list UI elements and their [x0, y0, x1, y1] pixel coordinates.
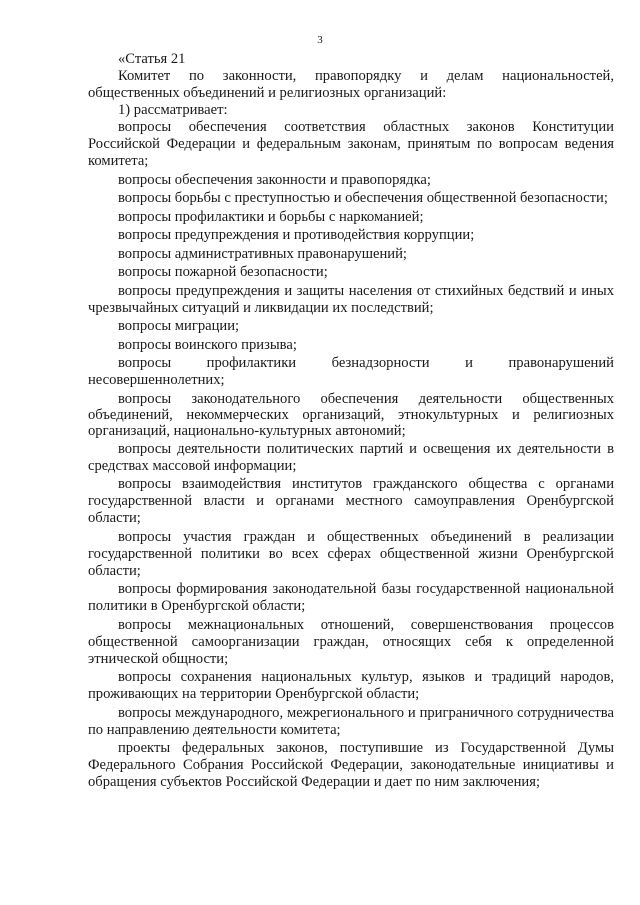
list-item: вопросы профилактики безнадзорности и правонарушений несовершеннолетних;: [88, 355, 614, 388]
list-item: вопросы обеспечения законности и правопорядка;: [118, 171, 431, 188]
list-item: вопросы предупреждения и защиты населения от стихийных бедствий и иных чрезвычайных ситуаций и ликвидации их последствий;: [88, 282, 614, 316]
list-item: вопросы участия граждан и общественных объединений в реализации государственной политики во всех сферах общественной жизни Оренбургской области;: [88, 528, 614, 579]
list-item: вопросы международного, межрегионального и приграничного сотрудничества по направлению деятельности комитета;: [88, 704, 614, 738]
list-item: вопросы формирования законодательной базы государственной национальной политики в Оренбургской области;: [88, 581, 614, 615]
list-item: вопросы профилактики и борьбы с наркоманией;: [118, 208, 424, 225]
article-heading: «Статья 21: [118, 51, 186, 67]
committee-title: Комитет по законности, правопорядку и делам национальностей, общественных объединений и религиозных организаций:: [88, 68, 614, 101]
list-item: вопросы воинского призыва;: [118, 336, 297, 353]
list-item: вопросы административных правонарушений;: [118, 245, 407, 262]
list-item: вопросы обеспечения соответствия областных законов Конституции Российской Федерации и федеральным законам, принятым по вопросам ведения комитета;: [88, 119, 614, 169]
list-item: вопросы сохранения национальных культур, языков и традиций народов, проживающих на территории Оренбургской области;: [88, 669, 614, 703]
clause-intro: 1) рассматривает:: [118, 102, 228, 118]
list-item: проекты федеральных законов, поступившие из Государственной Думы Федерального Собрания Российской Федерации, законодательные инициативы и обращения субъектов Российской Федерации и дает по ним заключения;: [88, 740, 614, 791]
list-item: вопросы миграции;: [118, 318, 240, 334]
list-item: вопросы предупреждения и противодействия коррупции;: [118, 227, 475, 243]
list-item: вопросы межнациональных отношений, совершенствования процессов общественной самоорганизации граждан, относящих себя к определенной этнической общности;: [88, 616, 614, 667]
list-item: вопросы пожарной безопасности;: [118, 264, 328, 280]
list-item: вопросы законодательного обеспечения деятельности общественных объединений, некоммерческих организаций, этнокультурных и религиозных организаций, национально-культурных автономий;: [88, 390, 614, 440]
list-item: вопросы взаимодействия институтов гражданского общества с органами государственной власти и органами местного самоуправления Оренбургской области;: [88, 476, 614, 527]
page-number: 3: [317, 34, 323, 46]
list-item: вопросы борьбы с преступностью и обеспечения общественной безопасности;: [118, 190, 608, 206]
list-item: вопросы деятельности политических партий и освещения их деятельности в средствах массовой информации;: [88, 440, 614, 474]
document-body: [88, 51, 614, 791]
